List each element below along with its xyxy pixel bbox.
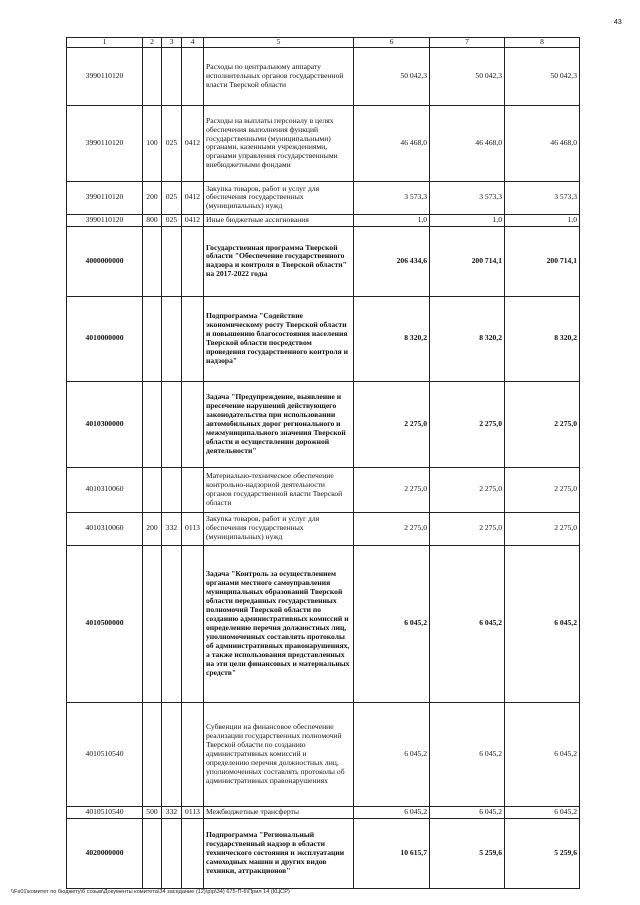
table-row	[67, 226, 580, 296]
amount-cell: 3 573,3	[354, 181, 430, 214]
classifier-cell	[182, 47, 204, 105]
classifier-cell: 0113	[182, 512, 204, 545]
description-cell: Закупка товаров, работ и услуг для обеспечения государственных (муниципальных) нужд	[204, 512, 354, 545]
classifier-cell: 0113	[182, 806, 204, 818]
amount-cell: 6 045,2	[354, 545, 430, 702]
table-row	[67, 105, 580, 181]
classifier-cell	[162, 296, 182, 381]
classifier-cell	[143, 467, 162, 512]
amount-cell: 6 045,2	[430, 545, 505, 702]
description-cell: Расходы на выплаты персоналу в целях обеспечения выполнения функций государственными (муниципальными) органами, казенными учреждениями, органами управления государственными внебюджетными фондами	[204, 105, 354, 181]
amount-cell: 2 275,0	[430, 467, 505, 512]
column-header: 8	[505, 38, 580, 48]
amount-cell: 206 434,6	[354, 226, 430, 296]
table-row	[67, 467, 580, 512]
classifier-cell: 500	[143, 806, 162, 818]
file-path-footer: \\Fs01\комитет по бюджету\6 созыв\Документы комитета\34 заседание (12)\р\р\34) 675-П-6\Прил 14 (КЦСР)	[11, 889, 290, 895]
column-header: 2	[143, 38, 162, 48]
budget-table	[66, 37, 580, 889]
amount-cell: 8 320,2	[505, 296, 580, 381]
description-cell: Закупка товаров, работ и услуг для обеспечения государственных (муниципальных) нужд	[204, 181, 354, 214]
column-header: 7	[430, 38, 505, 48]
classifier-cell	[182, 467, 204, 512]
classifier-cell	[143, 47, 162, 105]
classifier-cell	[143, 296, 162, 381]
classifier-cell: 025	[162, 214, 182, 226]
header-row	[67, 38, 580, 48]
table-row	[67, 818, 580, 888]
code-cell: 4010500000	[67, 545, 143, 702]
classifier-cell	[162, 381, 182, 467]
classifier-cell: 100	[143, 105, 162, 181]
table-row	[67, 214, 580, 226]
amount-cell: 46 468,0	[505, 105, 580, 181]
amount-cell: 2 275,0	[354, 467, 430, 512]
amount-cell: 8 320,2	[354, 296, 430, 381]
amount-cell: 2 275,0	[354, 381, 430, 467]
code-cell: 3990110120	[67, 214, 143, 226]
description-cell: Государственная программа Тверской области "Обеспечение государственного надзора и контроля в Тверской области" на 2017-2022 годы	[204, 226, 354, 296]
table-row	[67, 702, 580, 806]
amount-cell: 6 045,2	[354, 806, 430, 818]
classifier-cell	[162, 47, 182, 105]
amount-cell: 6 045,2	[505, 702, 580, 806]
classifier-cell	[182, 296, 204, 381]
amount-cell: 10 615,7	[354, 818, 430, 888]
classifier-cell: 0412	[182, 214, 204, 226]
amount-cell: 50 042,3	[354, 47, 430, 105]
table-row	[67, 512, 580, 545]
code-cell: 4010510540	[67, 806, 143, 818]
classifier-cell: 025	[162, 181, 182, 214]
amount-cell: 2 275,0	[505, 467, 580, 512]
amount-cell: 2 275,0	[505, 381, 580, 467]
classifier-cell: 200	[143, 181, 162, 214]
page-number: 43	[614, 19, 622, 26]
amount-cell: 3 573,3	[505, 181, 580, 214]
amount-cell: 6 045,2	[354, 702, 430, 806]
classifier-cell: 025	[162, 105, 182, 181]
amount-cell: 5 259,6	[430, 818, 505, 888]
classifier-cell: 0412	[182, 105, 204, 181]
description-cell: Задача "Предупреждение, выявление и пресечение нарушений действующего законодательства при использовании автомобильных дорог регионального и межмуниципального значения Тверской области и осуществлении дорожной деятельности"	[204, 381, 354, 467]
description-cell: Подпрограмма "Региональный государственный надзор в области технического состояния и эксплуатации самоходных машин и других видов техники, аттракционов"	[204, 818, 354, 888]
classifier-cell	[143, 818, 162, 888]
code-cell: 4010310060	[67, 467, 143, 512]
description-cell: Подпрограмма "Содействие экономическому росту Тверской области и повышению благосостояния населения Тверской области посредством проведения государственного контроля и надзора"	[204, 296, 354, 381]
amount-cell: 46 468,0	[354, 105, 430, 181]
amount-cell: 46 468,0	[430, 105, 505, 181]
classifier-cell: 800	[143, 214, 162, 226]
table-row	[67, 47, 580, 105]
column-header: 5	[204, 38, 354, 48]
classifier-cell: 332	[162, 806, 182, 818]
description-cell: Иные бюджетные ассигнования	[204, 214, 354, 226]
classifier-cell	[143, 381, 162, 467]
amount-cell: 2 275,0	[430, 381, 505, 467]
table-row	[67, 181, 580, 214]
amount-cell: 5 259,6	[505, 818, 580, 888]
classifier-cell	[182, 226, 204, 296]
column-header: 1	[67, 38, 143, 48]
classifier-cell	[162, 818, 182, 888]
classifier-cell	[143, 545, 162, 702]
amount-cell: 200 714,1	[505, 226, 580, 296]
classifier-cell	[182, 381, 204, 467]
table-row	[67, 545, 580, 702]
code-cell: 4010510540	[67, 702, 143, 806]
column-header: 4	[182, 38, 204, 48]
column-header: 3	[162, 38, 182, 48]
classifier-cell: 200	[143, 512, 162, 545]
amount-cell: 8 320,2	[430, 296, 505, 381]
code-cell: 3990110120	[67, 181, 143, 214]
code-cell: 4010000000	[67, 296, 143, 381]
classifier-cell	[182, 702, 204, 806]
amount-cell: 1,0	[430, 214, 505, 226]
description-cell: Субвенции на финансовое обеспечение реализации государственных полномочий Тверской области по созданию административных комиссий и определению перечня должностных лиц, уполномоченных составлять протоколы об административных правонарушениях	[204, 702, 354, 806]
amount-cell: 3 573,3	[430, 181, 505, 214]
description-cell: Межбюджетные трансферты	[204, 806, 354, 818]
classifier-cell	[143, 226, 162, 296]
classifier-cell	[162, 467, 182, 512]
code-cell: 4010300000	[67, 381, 143, 467]
code-cell: 3990110120	[67, 47, 143, 105]
amount-cell: 6 045,2	[505, 545, 580, 702]
classifier-cell: 0412	[182, 181, 204, 214]
classifier-cell: 332	[162, 512, 182, 545]
amount-cell: 2 275,0	[505, 512, 580, 545]
classifier-cell	[182, 545, 204, 702]
code-cell: 4020000000	[67, 818, 143, 888]
amount-cell: 50 042,3	[430, 47, 505, 105]
classifier-cell	[162, 545, 182, 702]
description-cell: Задача "Контроль за осуществлением органами местного самоуправления муниципальных образований Тверской области переданных государственных полномочий Тверской области по созданию административных комиссий и определению перечня должностных лиц, уполномоченных составлять протоколы об административных правонарушениях, а также использования представленных на эти цели финансовых и материальных средств"	[204, 545, 354, 702]
description-cell: Расходы по центральному аппарату исполнительных органов государственной власти Тверской области	[204, 47, 354, 105]
amount-cell: 2 275,0	[430, 512, 505, 545]
code-cell: 3990110120	[67, 105, 143, 181]
table-row	[67, 381, 580, 467]
amount-cell: 200 714,1	[430, 226, 505, 296]
amount-cell: 1,0	[505, 214, 580, 226]
column-header: 6	[354, 38, 430, 48]
code-cell: 4010310060	[67, 512, 143, 545]
code-cell: 4000000000	[67, 226, 143, 296]
amount-cell: 6 045,2	[505, 806, 580, 818]
classifier-cell	[143, 702, 162, 806]
amount-cell: 6 045,2	[430, 702, 505, 806]
amount-cell: 6 045,2	[430, 806, 505, 818]
amount-cell: 2 275,0	[354, 512, 430, 545]
table-row	[67, 296, 580, 381]
classifier-cell	[182, 818, 204, 888]
amount-cell: 1,0	[354, 214, 430, 226]
description-cell: Материально-техническое обеспечение контрольно-надзорной деятельности органов государственной власти Тверской области	[204, 467, 354, 512]
classifier-cell	[162, 702, 182, 806]
classifier-cell	[162, 226, 182, 296]
amount-cell: 50 042,3	[505, 47, 580, 105]
table-row	[67, 806, 580, 818]
